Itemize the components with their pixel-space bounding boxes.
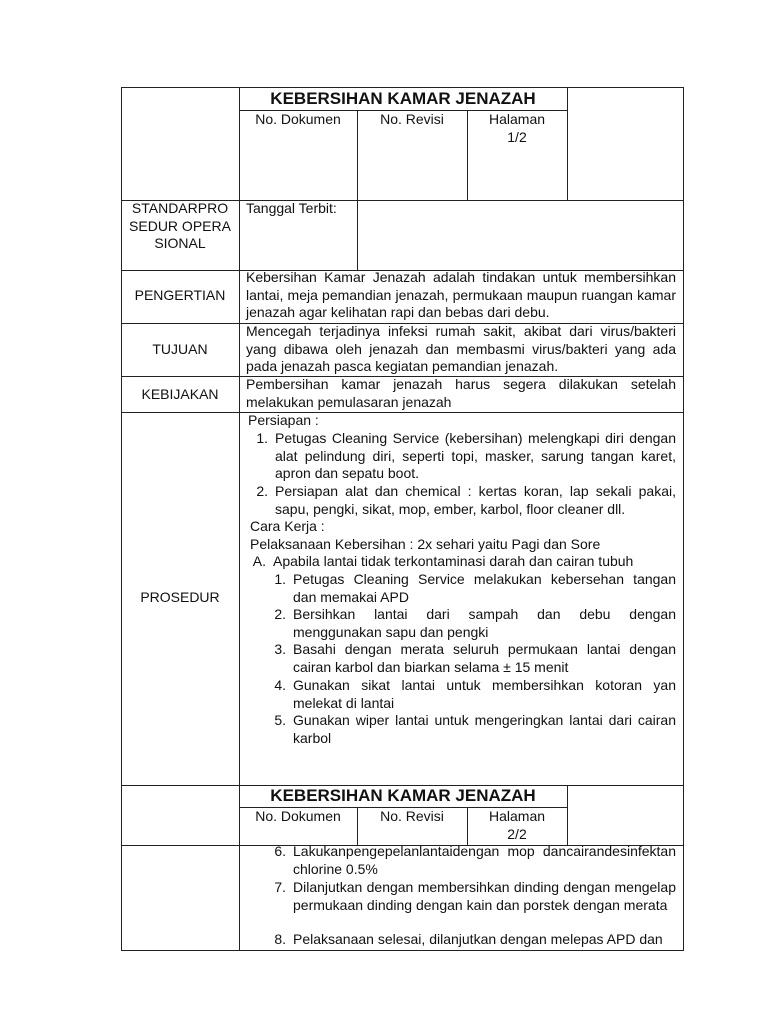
list-number: 6. bbox=[274, 843, 286, 859]
page-number: 1/2 bbox=[507, 129, 527, 145]
list-text: Apabila lantai tidak terkontaminasi darah dan cairan tubuh bbox=[273, 553, 634, 569]
cara-kerja-heading: Cara Kerja : bbox=[250, 518, 325, 534]
list-number: 2. bbox=[274, 606, 286, 622]
list-letter: A. bbox=[252, 553, 266, 569]
list-number: 4. bbox=[274, 677, 286, 693]
list-text: Gunakan wiper lantai untuk mengeringkan lantai dari cairan karbol bbox=[293, 712, 676, 746]
list-number: 7. bbox=[274, 879, 286, 895]
doc-title-page2: KEBERSIHAN KAMAR JENAZAH bbox=[270, 786, 536, 805]
halaman-label: Halaman bbox=[488, 808, 546, 824]
list-text: Persiapan alat dan chemical : kertas koran, lap sekali pakai, sapu, pengki, sikat, mop, ember, karbol, floor cleaner dll. bbox=[275, 483, 676, 517]
kebijakan-label: KEBIJAKAN bbox=[141, 386, 219, 402]
list-text: Petugas Cleaning Service melakukan kebersehan tangan dan memakai APD bbox=[293, 571, 676, 605]
list-text: Lakukanpengepelanlantaidengan mop dancairandesinfektan chlorine 0.5% bbox=[293, 843, 676, 877]
persiapan-heading: Persiapan : bbox=[248, 412, 319, 428]
pengertian-text: Kebersihan Kamar Jenazah adalah tindakan untuk membersihkan lantai, meja pemandian jenazah, permukaan maupun ruangan kamar jenazah agar kelihatan rapi dan bebas dari debu. bbox=[246, 269, 676, 320]
page-number: 2/2 bbox=[507, 826, 527, 842]
no-dokumen-label: No. Dokumen bbox=[255, 808, 341, 824]
halaman-label: Halaman bbox=[488, 111, 546, 127]
no-dokumen-label: No. Dokumen bbox=[255, 111, 341, 127]
sop-label: STANDARPRO SEDUR OPERASIONAL bbox=[129, 200, 231, 251]
list-text: Petugas Cleaning Service (kebersihan) melengkapi diri dengan alat pelindung diri, seperti topi, masker, sarung tangan karet, apron dan sepatu boot. bbox=[275, 430, 676, 481]
list-number: 5. bbox=[274, 712, 286, 728]
list-text: Gunakan sikat lantai untuk membersihkan kotoran yan melekat di lantai bbox=[293, 677, 676, 711]
list-number: 1. bbox=[274, 571, 286, 587]
list-number: 3. bbox=[274, 641, 286, 657]
no-revisi-label: No. Revisi bbox=[380, 808, 444, 824]
no-revisi-label: No. Revisi bbox=[380, 111, 444, 127]
pelaksanaan-text: Pelaksanaan Kebersihan : 2x sehari yaitu Pagi dan Sore bbox=[250, 536, 601, 552]
tujuan-text: Mencegah terjadinya infeksi rumah sakit, akibat dari virus/bakteri yang dibawa oleh jenazah dan membasmi virus/bakteri yang ada pada jenazah pasca kegiatan pemandian jenazah. bbox=[246, 323, 676, 374]
list-text: Bersihkan lantai dari sampah dan debu dengan menggunakan sapu dan pengki bbox=[293, 606, 676, 640]
list-number: 1. bbox=[256, 430, 268, 446]
prosedur-label: PROSEDUR bbox=[140, 589, 220, 605]
list-text: Basahi dengan merata seluruh permukaan lantai dengan cairan karbol dan biarkan selama ± 15 menit bbox=[293, 641, 676, 675]
tanggal-terbit-label: Tanggal Terbit: bbox=[246, 200, 337, 216]
tujuan-label: TUJUAN bbox=[152, 341, 208, 357]
list-number: 2. bbox=[256, 483, 268, 499]
doc-title: KEBERSIHAN KAMAR JENAZAH bbox=[270, 89, 536, 108]
kebijakan-text: Pembersihan kamar jenazah harus segera dilakukan setelah melakukan pemulasaran jenazah bbox=[246, 376, 676, 410]
pengertian-label: PENGERTIAN bbox=[134, 287, 226, 303]
list-text: Pelaksanaan selesai, dilanjutkan dengan melepas APD dan bbox=[293, 931, 663, 947]
list-text: Dilanjutkan dengan membersihkan dinding dengan mengelap permukaan dinding dengan kain dan porstek dengan merata bbox=[293, 879, 676, 913]
list-number: 8. bbox=[274, 931, 286, 947]
